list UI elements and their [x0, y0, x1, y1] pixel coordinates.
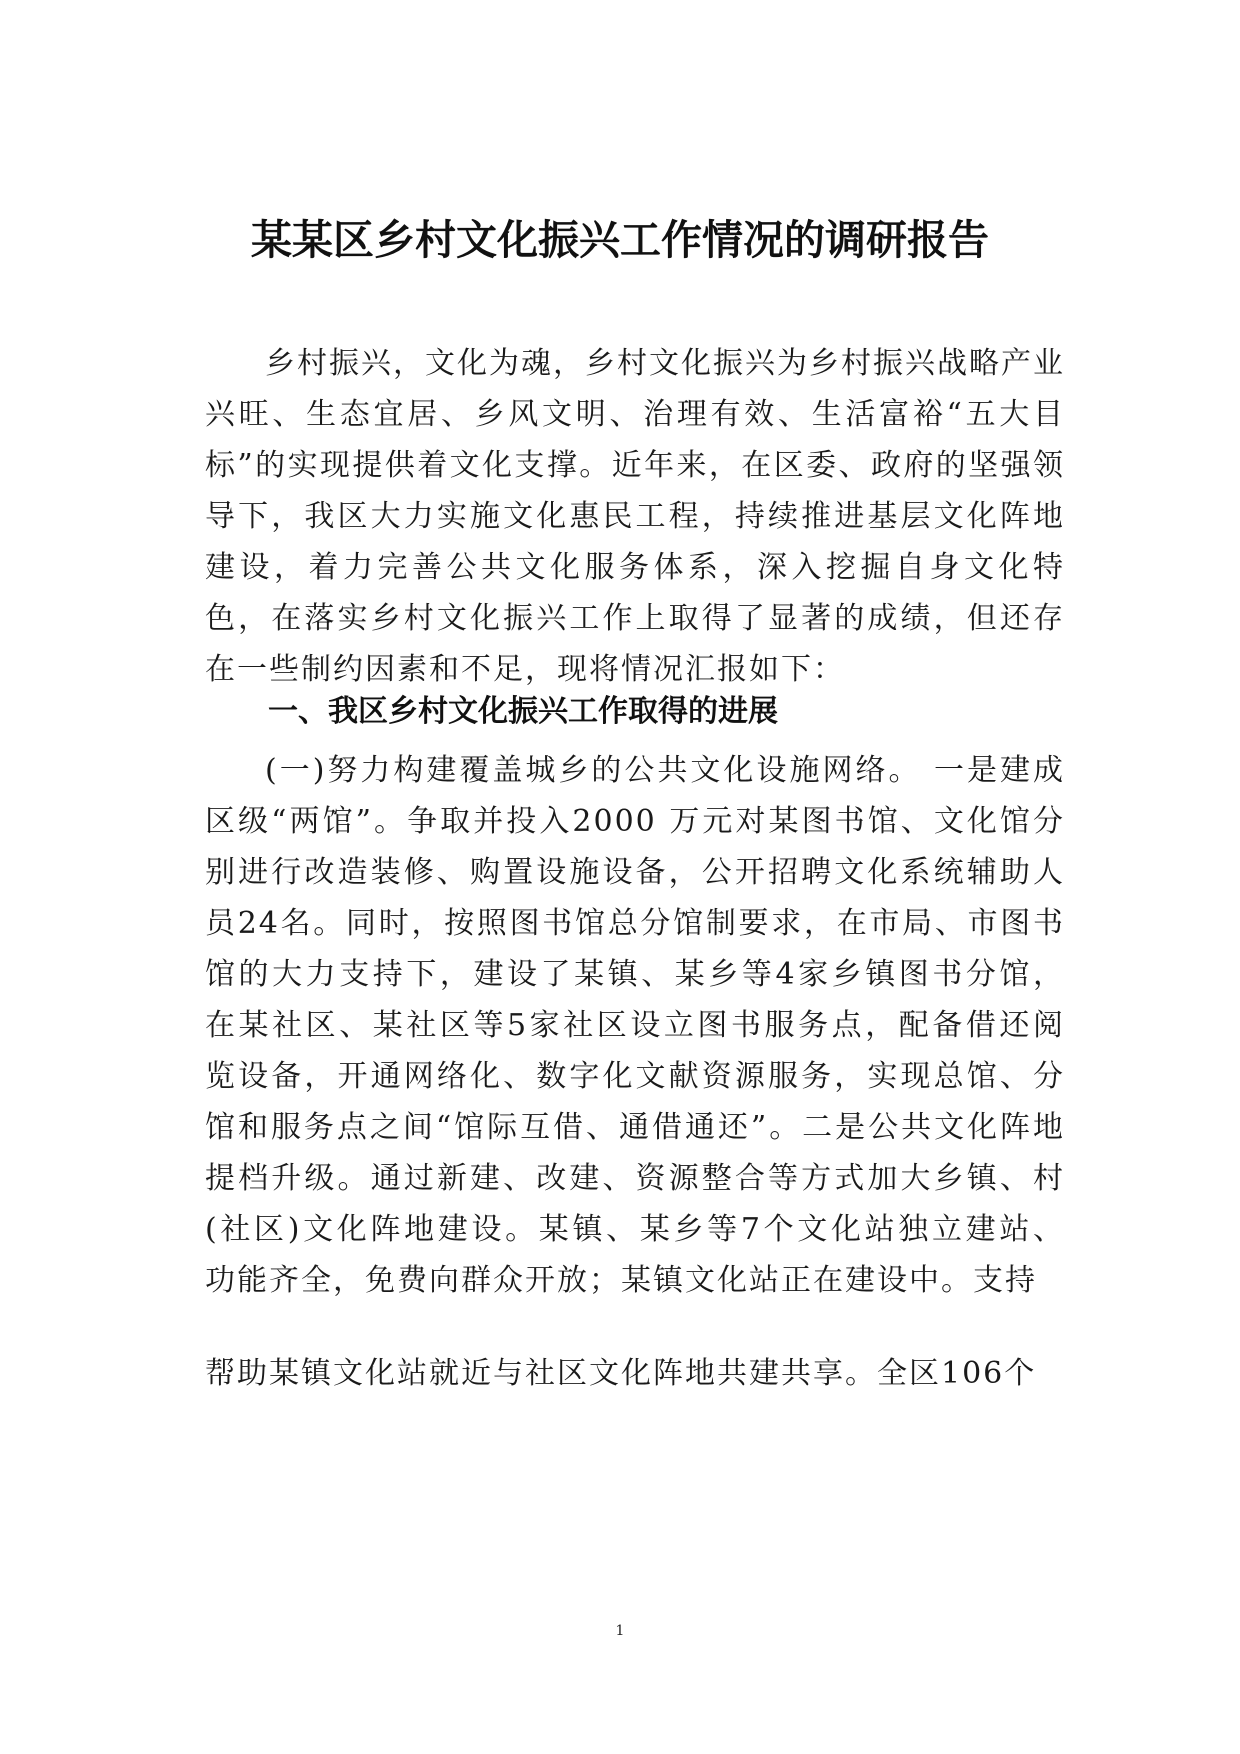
page-number: 1 — [615, 1623, 625, 1639]
document-title: 某某区乡村文化振兴工作情况的调研报告 — [251, 216, 989, 264]
intro-paragraph: 乡村振兴，文化为魂，乡村文化振兴为乡村振兴战略产业兴旺、生态宜居、乡风文明、治理有效、生活富裕“五大目标”的实现提供着文化支撑。近年来，在区委、政府的坚强领导下，我区大力实施文化惠民工程，持续推进基层文化阵地建设，着力完善公共文化服务体系，深入挖掘自身文化特色，在落实乡村文化振兴工作上取得了显著的成绩，但还存在一些制约因素和不足，现将情况汇报如下： — [205, 346, 1065, 687]
section-heading: 一、我区乡村文化振兴工作取得的进展 — [268, 694, 778, 729]
section-paragraph: (一)努力构建覆盖城乡的公共文化设施网络。 一是建成区级“两馆”。争取并投入2000 万元对某图书馆、文化馆分别进行改造装修、购置设施设备，公开招聘文化系统辅助人员24名。同时，按照图书馆总分馆制要求，在市局、市图书馆的大力支持下，建设了某镇、某乡等4家乡镇图书分馆， 在某社区、某社区等5家社区设立图书服务点，配备借还阅 览设备，开通网络化、数字化文献资源服务，实现总馆、分 馆和服务点之间“馆际互借、通借通还”。二是公共文化阵地 提档升级。通过新建、改建、资源整合等方式加大乡镇、村 (社区)文化阵地建设。某镇、某乡等7个文化站独立建站、 功能齐全，免费向群众开放；某镇文化站正在建设中。支持 — [205, 753, 1065, 1298]
section-paragraph-continued: 帮助某镇文化站就近与社区文化阵地共建共享。全区106个 — [205, 1356, 1037, 1391]
